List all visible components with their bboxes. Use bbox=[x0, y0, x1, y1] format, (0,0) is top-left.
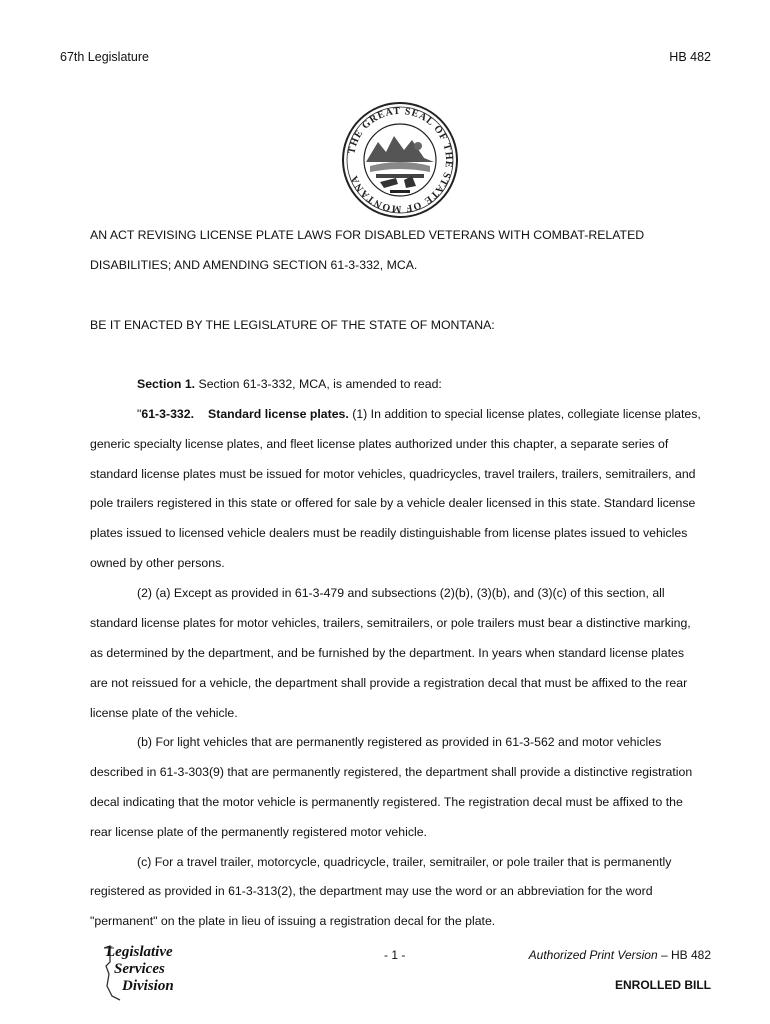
section-heading: Section 1. bbox=[137, 377, 196, 391]
body-line: standard license plates must be issued for motor vehicles, quadricycles, travel trailers, trailers, semitrailers, and bbox=[90, 467, 696, 481]
section-intro-text: Section 61-3-332, MCA, is amended to read: bbox=[195, 377, 442, 391]
body-line: (2) (a) Except as provided in 61-3-479 and subsections (2)(b), (3)(b), and (3)(c) of this section, all bbox=[137, 586, 665, 600]
statute-text: (1) In addition to special license plates, collegiate license plates, bbox=[348, 407, 701, 421]
enrolled-bill-label: ENROLLED BILL bbox=[615, 978, 711, 992]
legislative-services-division-logo bbox=[100, 944, 190, 1002]
body-line: registered as provided in 61-3-313(2), the department may use the word or an abbreviation for the word bbox=[90, 884, 653, 898]
body-line: standard license plates for motor vehicles, trailers, semitrailers, or pole trailers must bear a distinctive marking, bbox=[90, 616, 691, 630]
body-line: are not reissued for a vehicle, the department shall provide a registration decal that must be affixed to the rear bbox=[90, 676, 688, 690]
page-number: - 1 - bbox=[384, 948, 406, 962]
header-legislature: 67th Legislature bbox=[60, 50, 149, 64]
body-line: plates issued to licensed vehicle dealers must be readily distinguishable from license plates issued to vehicles bbox=[90, 526, 688, 540]
body-line: license plate of the vehicle. bbox=[90, 706, 238, 720]
svg-text:THE GREAT SEAL OF THE STATE OF: THE GREAT SEAL OF THE STATE OF MONTANA bbox=[346, 105, 455, 215]
logo-line-2: Services bbox=[114, 961, 165, 977]
authorized-print-version bbox=[529, 948, 711, 962]
logo-line-3: Division bbox=[122, 978, 174, 994]
body-line: described in 61-3-303(9) that are permanently registered, the department shall provide a distinctive registration bbox=[90, 765, 693, 779]
body-line: pole trailers registered in this state or offered for sale by a vehicle dealer licensed in this state. Standard license bbox=[90, 496, 696, 510]
header-bill-number: HB 482 bbox=[669, 50, 711, 64]
enacting-clause: BE IT ENACTED BY THE LEGISLATURE OF THE STATE OF MONTANA: bbox=[90, 318, 495, 332]
body-line: owned by other persons. bbox=[90, 556, 225, 570]
title-line-2: DISABILITIES; AND AMENDING SECTION 61-3-332, MCA. bbox=[90, 258, 418, 272]
body-line: rear license plate of the permanently registered motor vehicle. bbox=[90, 825, 427, 839]
section-1-intro bbox=[137, 377, 442, 391]
body-line: decal indicating that the motor vehicle is permanently registered. The registration decal must be affixed to the bbox=[90, 795, 683, 809]
body-line: generic specialty license plates, and fleet license plates authorized under this chapter, a separate series of bbox=[90, 437, 669, 451]
quote-open: " bbox=[137, 407, 142, 421]
authorized-label: Authorized Print Version bbox=[528, 948, 658, 962]
statute-number: 61-3-332. bbox=[141, 407, 195, 421]
statute-line-0 bbox=[137, 407, 701, 421]
title-line-1: AN ACT REVISING LICENSE PLATE LAWS FOR DISABLED VETERANS WITH COMBAT-RELATED bbox=[90, 228, 645, 242]
authorized-bill: – HB 482 bbox=[657, 948, 711, 962]
body-line: as determined by the department, and be furnished by the department. In years when standard license plates bbox=[90, 646, 685, 660]
body-line: "permanent" on the plate in lieu of issuing a registration decal for the plate. bbox=[90, 914, 496, 928]
body-line: (c) For a travel trailer, motorcycle, quadricycle, trailer, semitrailer, or pole trailer that is permanently bbox=[137, 855, 672, 869]
state-seal-icon bbox=[340, 100, 460, 220]
statute-title: Standard license plates. bbox=[208, 407, 349, 421]
logo-line-1: Legislative bbox=[106, 944, 173, 960]
body-line: (b) For light vehicles that are permanently registered as provided in 61-3-562 and motor vehicles bbox=[137, 735, 662, 749]
